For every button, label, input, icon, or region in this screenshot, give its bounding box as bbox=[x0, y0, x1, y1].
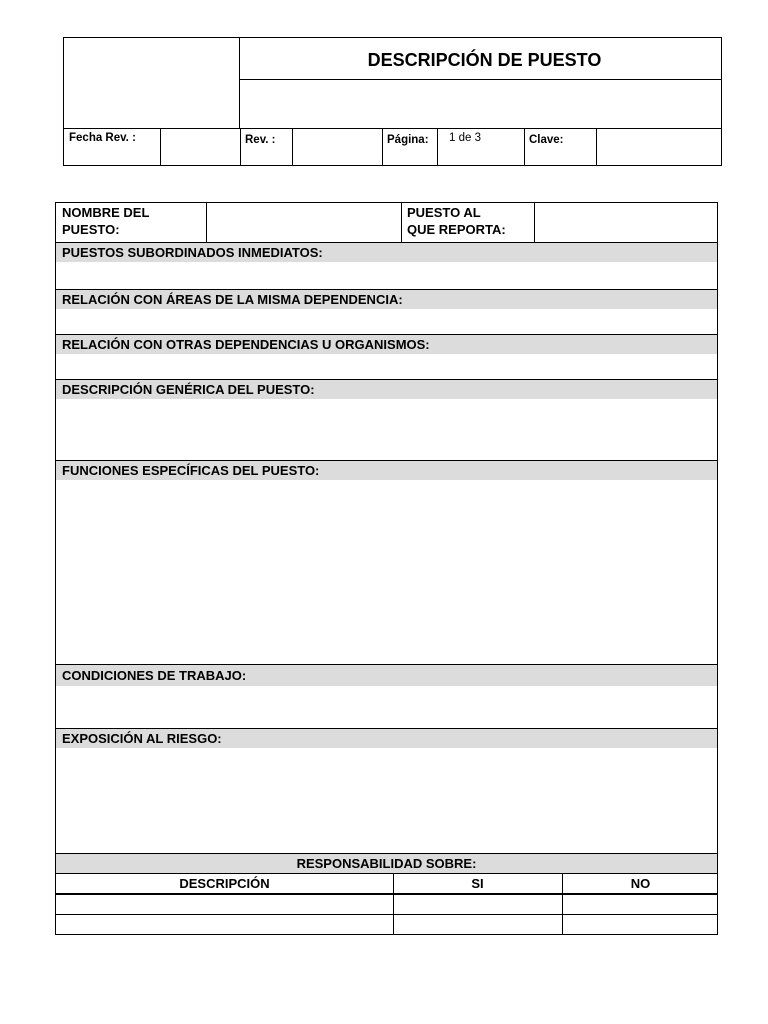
responsabilidad-table bbox=[56, 874, 717, 934]
clave-field[interactable] bbox=[596, 129, 722, 165]
section-label: FUNCIONES ESPECÍFICAS DEL PUESTO: bbox=[56, 461, 717, 480]
subtitle-area bbox=[240, 80, 721, 128]
column-header-si: SI bbox=[471, 876, 484, 891]
section-label: DESCRIPCIÓN GENÉRICA DEL PUESTO: bbox=[56, 380, 717, 399]
cell-no[interactable] bbox=[562, 895, 719, 914]
section-label: EXPOSICIÓN AL RIESGO: bbox=[56, 729, 717, 748]
logo-area bbox=[64, 38, 240, 128]
nombre-puesto-label-line2: PUESTO: bbox=[62, 222, 120, 237]
document-header bbox=[63, 37, 722, 166]
rev-label: Rev. : bbox=[245, 134, 276, 146]
cell-si[interactable] bbox=[393, 915, 562, 936]
table-row bbox=[56, 915, 717, 936]
section-condiciones-trabajo bbox=[56, 665, 717, 729]
nombre-puesto-label-line1: NOMBRE DEL bbox=[62, 205, 150, 220]
puesto-reporta-label-line1: PUESTO AL bbox=[407, 205, 481, 220]
section-exposicion-riesgo bbox=[56, 729, 717, 853]
section-label: RELACIÓN CON OTRAS DEPENDENCIAS U ORGANISMOS: bbox=[56, 335, 717, 354]
section-relacion-otras-dependencias bbox=[56, 335, 717, 380]
cell-descripcion[interactable] bbox=[56, 915, 393, 936]
clave-label: Clave: bbox=[529, 134, 564, 146]
pagina-label: Página: bbox=[387, 134, 429, 146]
puesto-row bbox=[56, 203, 717, 243]
fecha-rev-field[interactable] bbox=[160, 129, 240, 165]
section-label: RELACIÓN CON ÁREAS DE LA MISMA DEPENDENCIA: bbox=[56, 290, 717, 309]
cell-descripcion[interactable] bbox=[56, 895, 393, 914]
section-label: PUESTOS SUBORDINADOS INMEDIATOS: bbox=[56, 243, 717, 262]
nombre-puesto-label bbox=[56, 204, 206, 238]
column-header-no: NO bbox=[630, 876, 651, 891]
section-puestos-subordinados bbox=[56, 243, 717, 290]
document-title: DESCRIPCIÓN DE PUESTO bbox=[240, 38, 721, 80]
job-description-form bbox=[55, 202, 718, 935]
column-header-descripcion: DESCRIPCIÓN bbox=[179, 876, 270, 891]
section-descripcion-generica bbox=[56, 380, 717, 461]
table-row bbox=[56, 895, 717, 915]
pagina-field[interactable]: 1 de 3 bbox=[449, 132, 481, 144]
section-funciones-especificas bbox=[56, 461, 717, 665]
section-label: CONDICIONES DE TRABAJO: bbox=[56, 665, 717, 686]
section-relacion-misma-dependencia bbox=[56, 290, 717, 335]
rev-field[interactable] bbox=[292, 129, 382, 165]
table-header-row bbox=[56, 874, 717, 895]
fecha-rev-label: Fecha Rev. : bbox=[69, 132, 136, 144]
puesto-reporta-label-line2: QUE REPORTA: bbox=[407, 222, 506, 237]
puesto-reporta-label bbox=[401, 204, 534, 238]
responsabilidad-title: RESPONSABILIDAD SOBRE: bbox=[56, 853, 717, 874]
cell-no[interactable] bbox=[562, 915, 719, 936]
revision-info-row bbox=[64, 128, 721, 165]
cell-si[interactable] bbox=[393, 895, 562, 914]
